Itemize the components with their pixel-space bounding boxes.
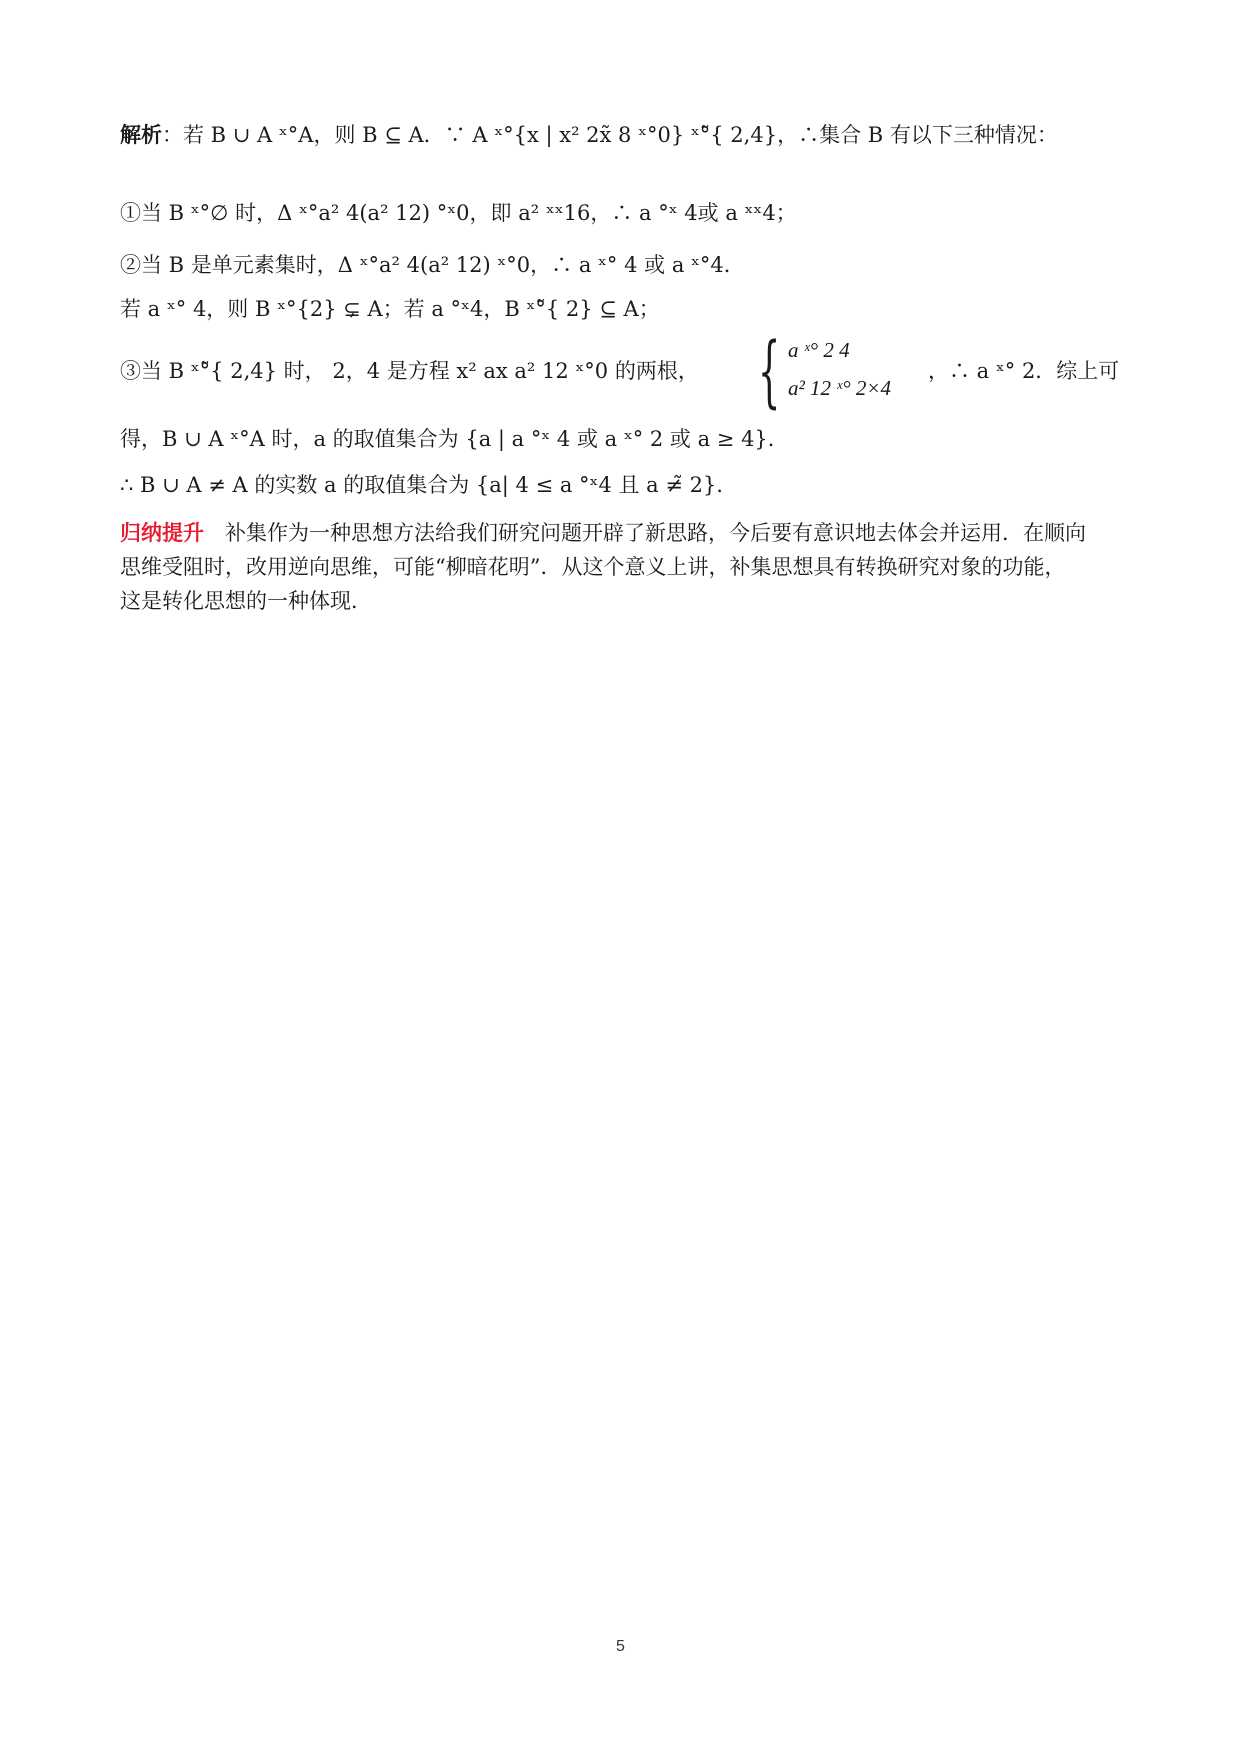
- summary-label: 归纳提升: [120, 521, 204, 545]
- summary-text-1: 补集作为一种思想方法给我们研究问题开辟了新思路，今后要有意识地去体会并运用．在顺向: [204, 521, 1086, 545]
- case-2-line: ②当 B 是单元素集时，Δ ˣ°a² 4(a² 12) ˣ°0，∴ a ˣ° 4 或 a ˣ°4．: [120, 253, 745, 277]
- case-1-line: ①当 B ˣ°∅ 时，Δ ˣ°a² 4(a² 12) °ˣ0，即 a² ˣˣ16，∴ a °ˣ 4或 a ˣˣ4；: [120, 201, 797, 225]
- conclusion-line-1: 得，B ∪ A ˣ°A 时，a 的取值集合为 {a | a °ˣ 4 或 a ˣ° 2 或 a ≥ 4}．: [120, 427, 789, 451]
- solution-text-1: ：若 B ∪ A ˣ°A，则 B ⊆ A．∵ A ˣ°{x | x² 2x̃ 8 ˣ°0} ˣ°̃{ 2,4}，∴集合 B 有以下三种情况：: [162, 123, 1058, 147]
- system-brace: {: [758, 327, 781, 417]
- system-row-2: a² 12 ˣ° 2×4: [788, 376, 892, 400]
- summary-line-1: [120, 518, 1130, 548]
- summary-line-3: 这是转化思想的一种体现．: [120, 589, 372, 613]
- case-2b-line: 若 a ˣ° 4，则 B ˣ°{2} ⊊ A；若 a °ˣ4，B ˣ°̃{ 2} ⊆ A；: [120, 297, 660, 321]
- solution-label: 解析: [120, 122, 162, 147]
- case-3-tail: ，∴ a ˣ° 2．综上可: [928, 359, 1120, 383]
- system-row-1: a ˣ° 2 4: [788, 338, 850, 362]
- solution-line-1: [120, 120, 1130, 150]
- conclusion-line-2: ∴ B ∪ A ≠ A 的实数 a 的取值集合为 {a| 4 ≤ a °ˣ4 且 a ≠̃ 2}．: [120, 473, 738, 497]
- case-3-line: ③当 B ˣ°̃{ 2,4} 时， 2，4 是方程 x² ax a² 12 ˣ°0 的两根，: [120, 359, 699, 383]
- summary-line-2: 思维受阻时，改用逆向思维，可能“柳暗花明”．从这个意义上讲，补集思想具有转换研究对象的功能，: [120, 555, 1066, 579]
- page-number: 5: [616, 1638, 625, 1655]
